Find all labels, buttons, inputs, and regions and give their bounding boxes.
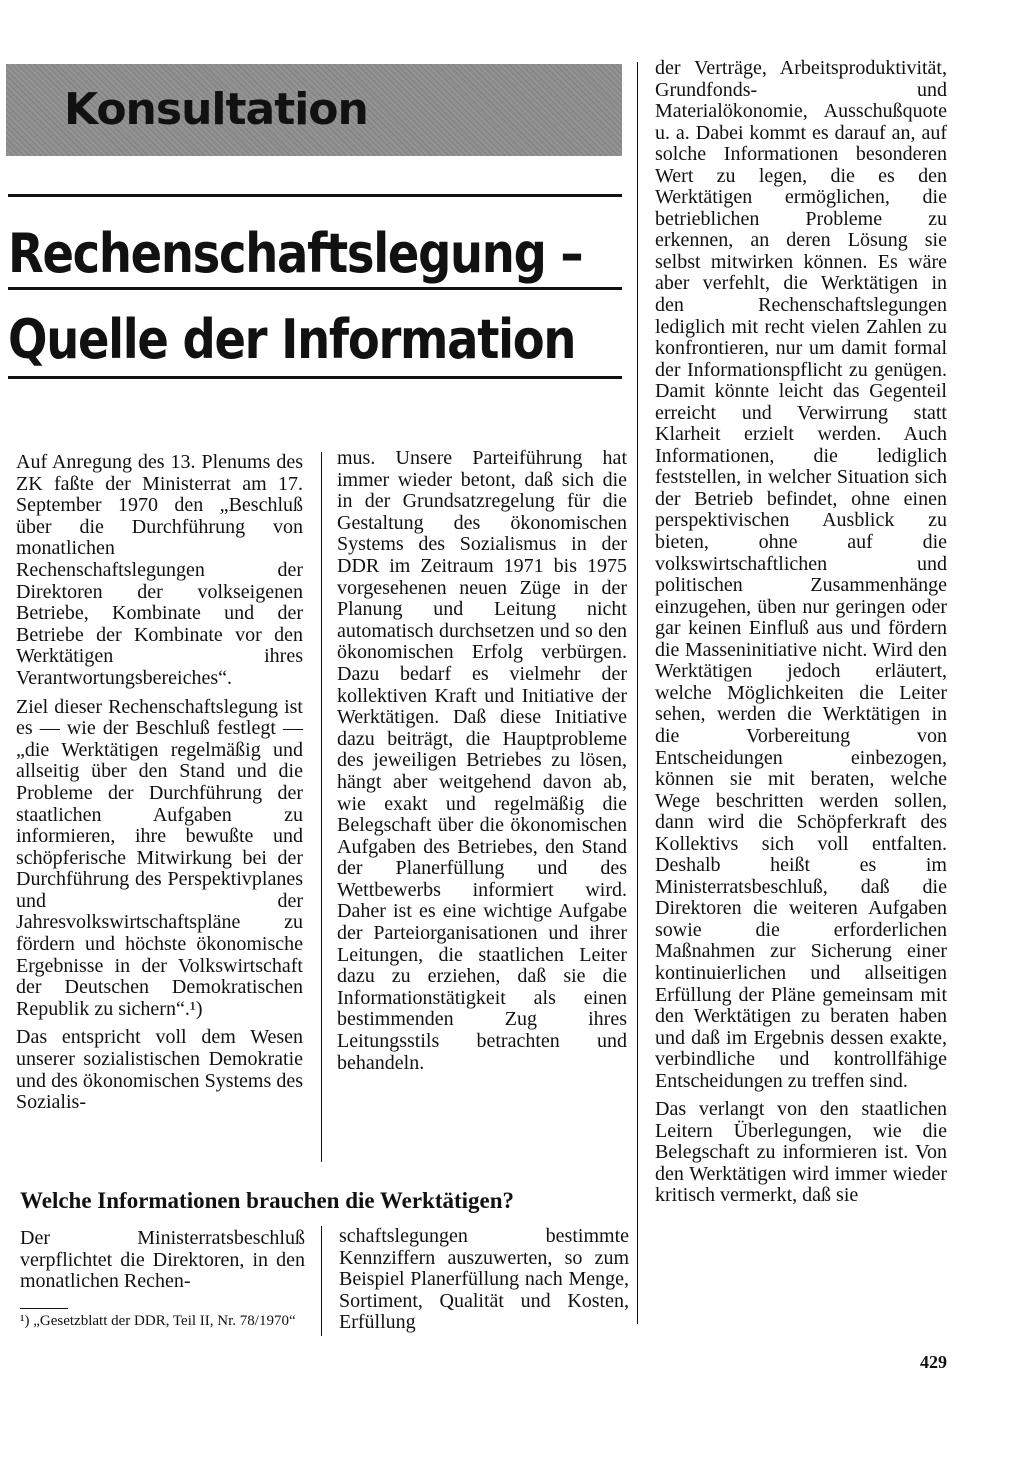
headline-middle-rule [8,287,622,290]
paragraph: Das verlangt von den staatlichen Leitern Überlegungen, wie die Belegschaft zu informieren ist. Von den Werktätigen wird immer wieder kritisch vermerkt, daß sie [655,1098,947,1207]
rubric-banner [6,64,622,156]
paragraph: schaftslegungen bestimmte Kennziffern auszuwerten, so zum Beispiel Planerfüllung nach Menge, Sortiment, Qualität und Kosten, Erfüllung [339,1225,629,1334]
paragraph: Auf Anregung des 13. Plenums des ZK faßte der Ministerrat am 17. September 1970 den „Beschluß über die Durchführung von monatlichen Rechenschaftslegungen der Direktoren der volkseigenen Betriebe, Kombinate und der Betriebe der Kombinate vor den Werktätigen ihres Verantwortungsbereiches“. [16,451,303,689]
paragraph: Der Ministerratsbeschluß verpflichtet die Direktoren, in den monatlichen Rechen- [20,1227,305,1293]
paragraph: mus. Unsere Parteiführung hat immer wieder betont, daß sich die in der Grundsatzregelung für die Gestaltung des ökonomischen Systems des Sozialismus in der DDR im Zeitraum 1971 bis 1975 vorgesehenen neuen Züge in der Planung und Leitung nicht automatisch durchsetzen und so den ökonomischen Erfolg verbürgen. Dazu bedarf es vielmehr der kollektiven Kraft und Initiative der Werktätigen. Daß diese Initiative dazu beiträgt, die Hauptprobleme des jeweiligen Betriebes zu lösen, hängt aber weitgehend davon ab, wie exakt und regelmäßig die Belegschaft über die ökonomischen Aufgaben des Betriebes, den Stand der Planerfüllung und des Wettbewerbs informiert wird. Daher ist es eine wichtige Aufgabe der Parteiorganisationen und ihrer Leitungen, die staatlichen Leiter dazu zu erziehen, daß sie die Informationstätigkeit als einen bestimmenden Zug ihres Leitungsstils betrachten und behandeln. [337,447,627,1074]
column-rule-right [637,62,638,1324]
article-column-3 [655,58,947,1214]
section-subheading: Welche Informationen brauchen die Werktätigen? [20,1188,515,1213]
headline-line-1: Rechenschaftslegung – [8,222,583,285]
article-column-2 [337,448,627,1081]
column-rule-left-lower [321,1226,322,1336]
headline-top-rule [8,194,622,197]
page-number: 429 [920,1352,947,1372]
paragraph: Ziel dieser Rechenschaftslegung ist es — wie der Beschluß festlegt — „die Werktätigen regelmäßig und allseitig über den Stand und die Probleme der Durchführung der staatlichen Aufgaben zu informieren, ihre bewußte und schöpferische Mitwirkung bei der Durchführung des Perspektivplanes und der Jahresvolkswirtschaftspläne zu fördern und höchste ökonomische Ergebnisse in der Volkswirtschaft der Deutschen Demokratischen Republik zu sichern“.¹) [16,695,303,1020]
article-column-1-lower [20,1228,305,1300]
paragraph: Das entspricht voll dem Wesen unserer sozialistischen Demokratie und des ökonomischen Systems des Sozialis- [16,1026,303,1114]
paragraph: der Verträge, Arbeitsproduktivität, Grundfonds- und Materialökonomie, Ausschußquote u. a. Dabei kommt es darauf an, auf solche Informationen besonderen Wert zu legen, die es den Werktätigen ermöglichen, die betrieblichen Probleme zu erkennen, an deren Lösung sie selbst mitwirken können. Es wäre aber verfehlt, die Werktätigen in den Rechenschaftslegungen lediglich mit recht vielen Zahlen zu konfrontieren, nur um damit formal der Informationspflicht zu genügen. Damit könnte leicht das Gegenteil erreicht und Verwirrung statt Klarheit erzielt werden. Auch Informationen, die lediglich feststellen, in welcher Situation sich der Betrieb befindet, ohne einen perspektivischen Ausblick zu bieten, ohne auf die volkswirtschaftlichen und politischen Zusammenhänge einzugehen, üben nur geringen oder gar keinen Einfluß aus und fördern die Masseninitiative nicht. Wird den Werktätigen jedoch erläutert, welche Möglichkeiten die Leiter sehen, werden die Werktätigen in die Vorbereitung von Entscheidungen einbezogen, können sie mit beraten, welche Wege beschritten werden sollen, dann wird die Schöpferkraft des Kollektivs sich voll entfalten. Deshalb heißt es im Ministerratsbeschluß, daß die Direktoren die weiteren Aufgaben sowie die erforderlichen Maßnahmen zur Sicherung einer kontinuierlichen und allseitigen Erfüllung der Pläne gemeinsam mit den Werktätigen zu beraten haben und daß im Ergebnis dessen exakte, verbindliche und kontrollfähige Entscheidungen zu treffen sind. [655,57,947,1092]
rubric-title: Konsultation [64,84,368,135]
footnote-rule [20,1308,68,1309]
column-rule-left [321,452,322,1162]
headline-bottom-rule [8,376,622,379]
article-column-1 [16,452,303,1121]
article-column-2-lower [339,1226,629,1341]
footnote: ¹) „Gesetzblatt der DDR, Teil II, Nr. 78/1970“ [20,1313,296,1329]
headline-line-2: Quelle der Information [8,308,576,371]
